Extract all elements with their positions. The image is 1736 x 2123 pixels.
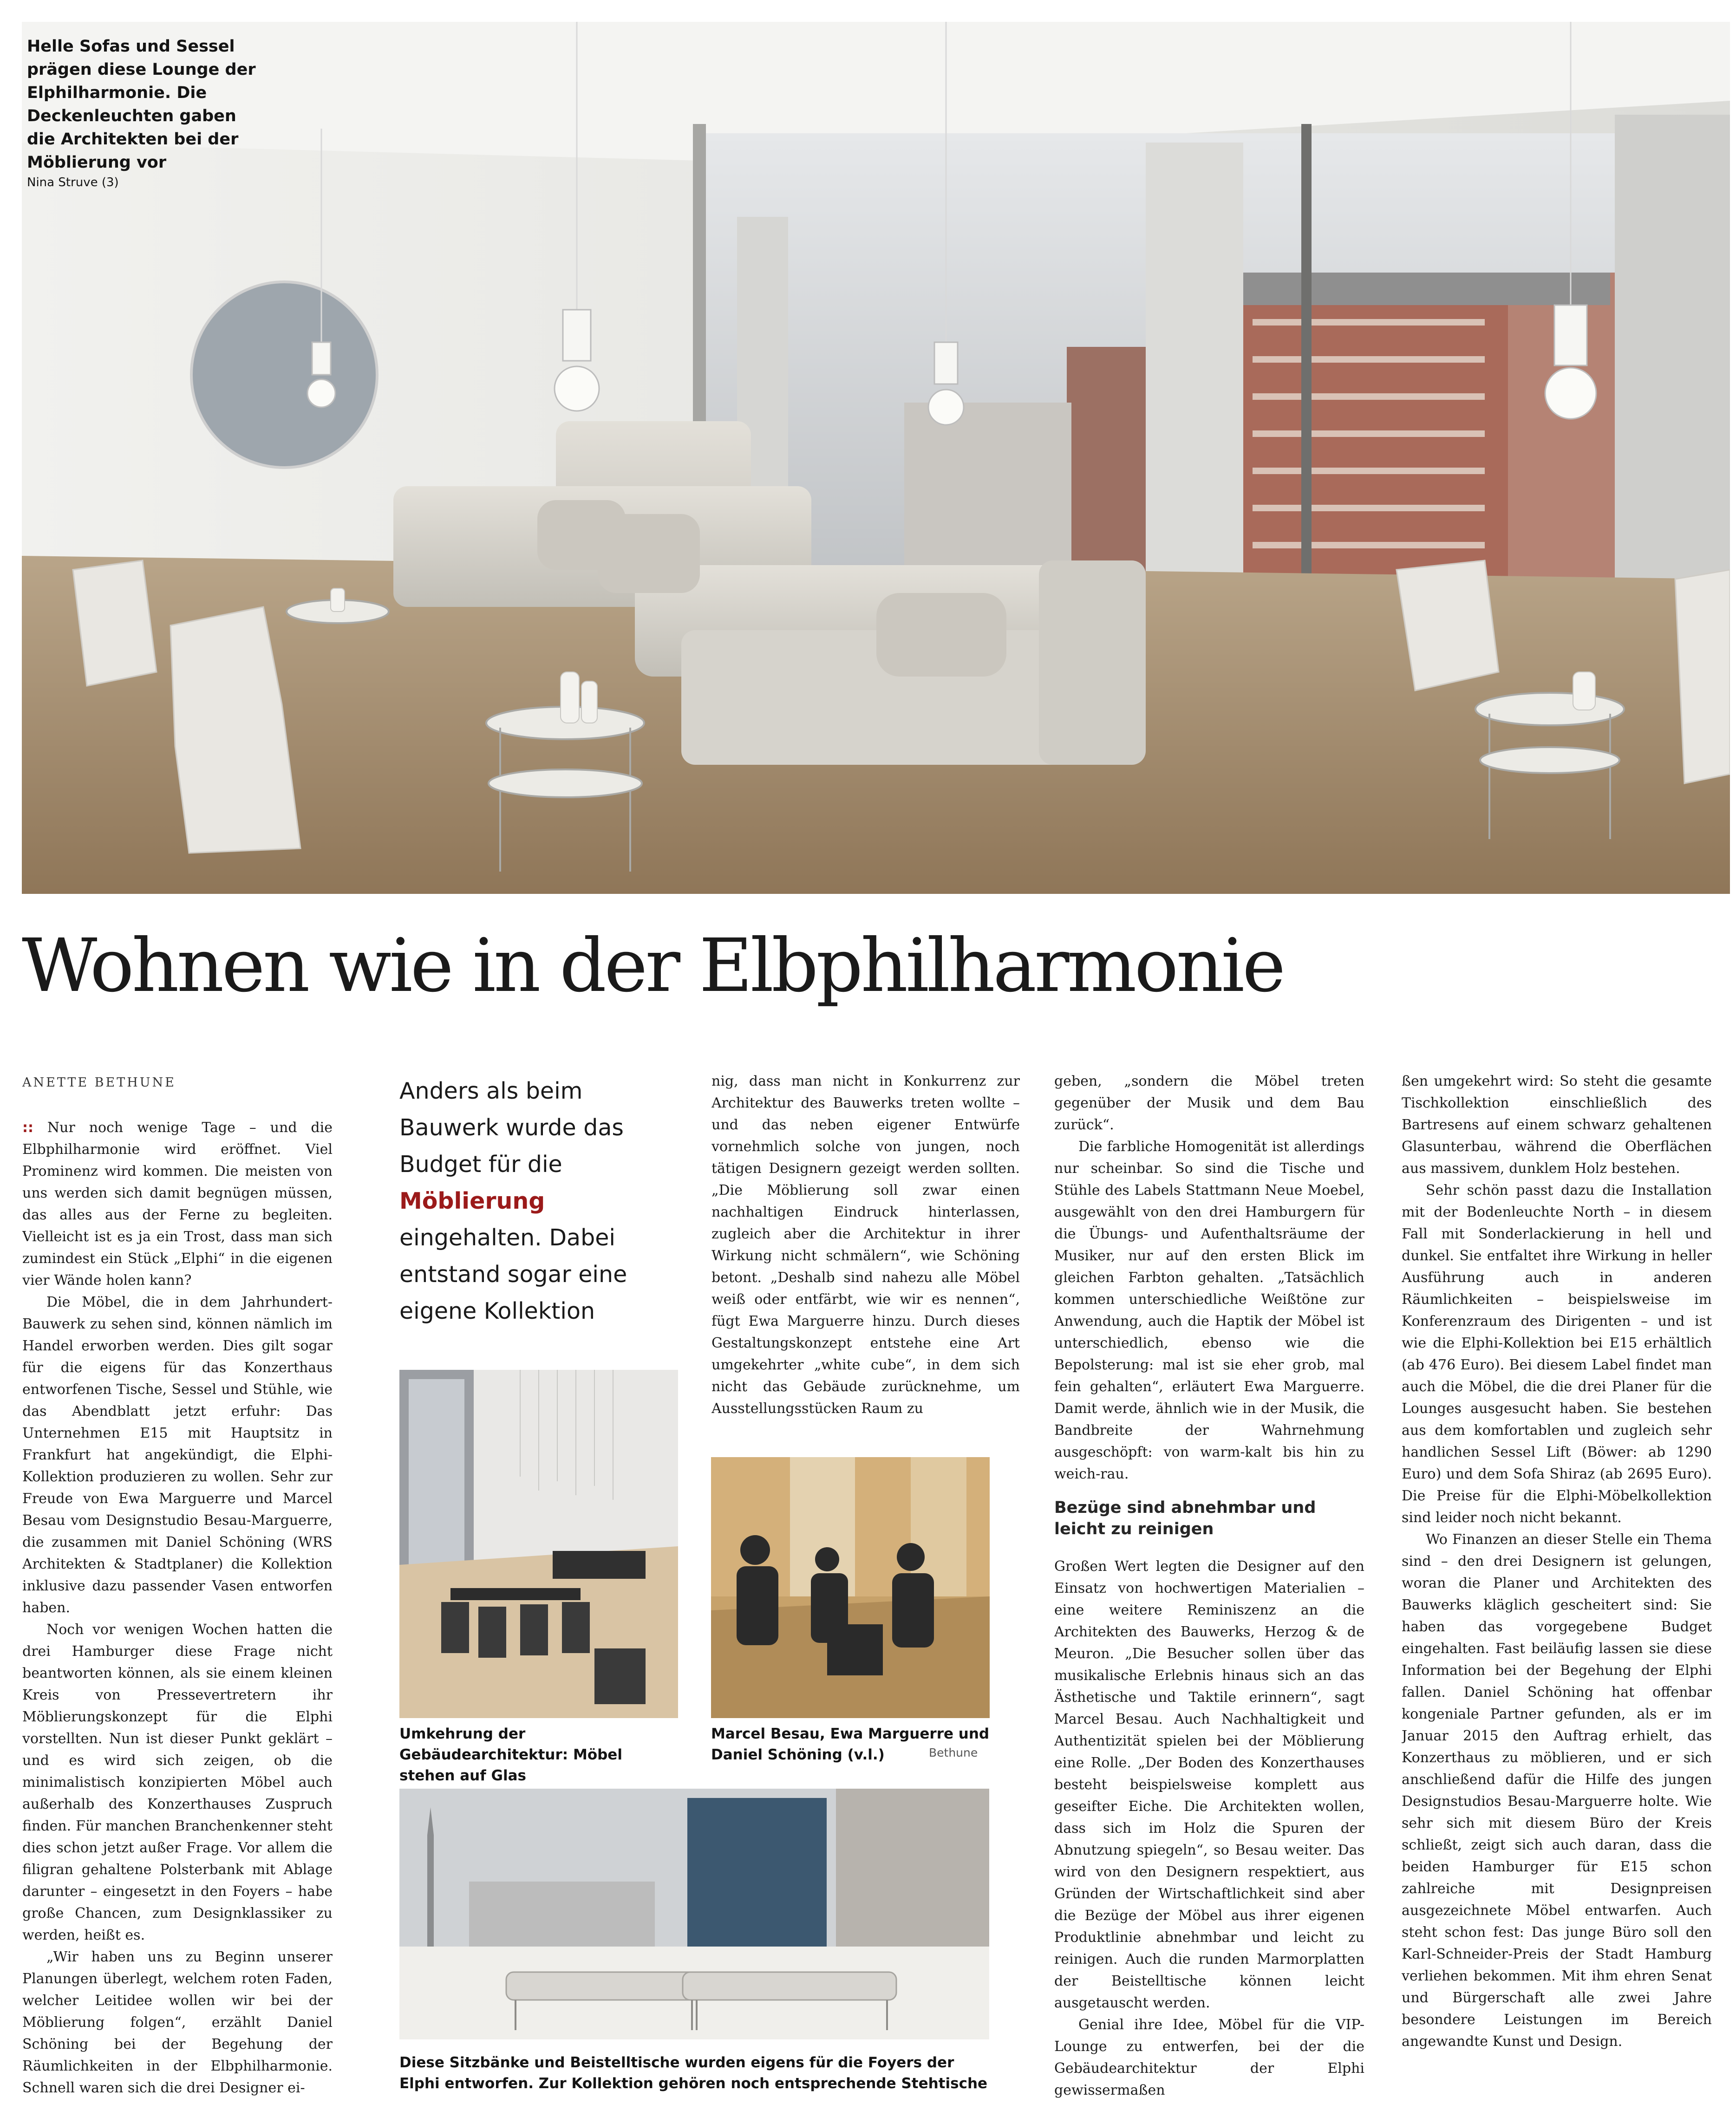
benches-illustration [399, 1789, 989, 2039]
teaser-accent: Möblierung [399, 1188, 545, 1214]
lounge-scene-illustration [22, 22, 1730, 894]
teaser-before: Anders als beim Bauwerk wurde das Budget für die [399, 1078, 624, 1178]
article-column-1 [22, 1117, 333, 2115]
paragraph-marker: :: [22, 1120, 33, 1136]
designers-photo [711, 1457, 990, 1718]
paragraph: Die Möbel, die in dem Jahrhundert-Bauwerk zu sehen sind, können nämlich im Handel erworben werden. Dies gilt sogar für die eigens für das Konzerthaus entworfenen Tische, Sessel und Stühle, wie das Abendblatt jetzt erfuhr: Das Unternehmen E15 mit Hauptsitz in Frankfurt hat angekündigt, die Elphi-Kollektion produzieren zu wollen. Sehr zur Freude von Ewa Marguerre und Marcel Besau vom Designstudio Besau-Marguerre, die zusammen mit Daniel Schöning (WRS Architekten & Stadtplaner) die Kollektion inklusive dazu passender Vasen entworfen haben. [22, 1294, 333, 1616]
paragraph: Noch vor wenigen Wochen hatten die drei Hamburger diese Frage nicht beantworten können, als sie einem kleinen Kreis von Pressevertretern ihr Möblierungskonzept für die Elphi vorstellten. Nun ist dieser Punkt geklärt – und es wird sich zeigen, ob die minimalistisch konzipierten Möbel auch außerhalb des Konzerthauses Zuspruch finden. Für manchen Branchenkenner steht dies schon jetzt außer Frage. Vor allem die filigran gehaltene Polsterbank mit Ablage darunter – eingesetzt in den Foyers – habe große Chancen, zum Designklassiker zu werden, heißt es. [22, 1622, 333, 1943]
paragraph: „Wir haben uns zu Beginn unserer Planungen überlegt, welchem roten Faden, welcher Leitidee wollen wir bei der Möblierung folgen“, erzählt Daniel Schöning bei der Begehung der Räumlichkeiten in der Elbphilharmonie. Schnell waren sich die drei Designer ei- [22, 1949, 333, 2096]
hero-caption-text: Helle Sofas und Sessel prägen diese Lounge der Elphilharmonie. Die Deckenleuchten gaben die Architekten bei der Möblierung vor [27, 37, 256, 172]
paragraph: ßen umgekehrt wird: So steht die gesamte Tischkollektion einschließlich des Bartresens auf einem schwarz gehaltenen Glasunterbau, während die Oberflächen aus massivem, dunklem Holz bestehen. [1402, 1073, 1712, 1177]
author-byline: ANETTE BETHUNE [22, 1075, 176, 1090]
article-column-5 [1402, 1070, 1712, 2115]
article-column-4 [1054, 1070, 1364, 2115]
designers-illustration [711, 1457, 990, 1718]
foyer-illustration [399, 1370, 678, 1718]
foyer-caption: Umkehrung der Gebäudearchitektur: Möbel stehen auf Glas [399, 1726, 622, 1784]
paragraph-intro-text: Nur noch wenige Tage – und die Elbphilharmonie wird eröffnet. Viel Prominenz wird kommen. Die meisten von uns werden sich damit begnügen müssen, das alles aus der Ferne zu begleiten. Vielleicht ist es ja ein Trost, dass man sich zumindest ein Stück „Elphi“ in die eigenen vier Wände holen kann? [22, 1120, 333, 1289]
benches-caption: Diese Sitzbänke und Beistelltische wurden eigens für die Foyers der Elphi entworfen. Zur Kollektion gehören noch entsprechende Stehtische [399, 2054, 988, 2092]
subheading: Bezüge sind abnehmbar und leicht zu reinigen [1054, 1498, 1316, 1538]
paragraph-intro [22, 1117, 333, 1291]
hero-caption [27, 35, 268, 191]
paragraph: geben, „sondern die Möbel treten gegenüber der Musik und dem Bau zurück“. [1054, 1073, 1364, 1133]
designers-caption: Marcel Besau, Ewa Marguerre und Daniel Schöning (v.l.) [711, 1726, 990, 1763]
article-column-3 [711, 1070, 1020, 1423]
teaser-text [399, 1073, 659, 1329]
foyer-photo [399, 1370, 678, 1718]
article-headline: Wohnen wie in der Elbphilharmonie [22, 923, 1284, 1009]
hero-photo-credit: Nina Struve (3) [27, 176, 119, 189]
paragraph: nig, dass man nicht in Konkurrenz zur Architektur des Bauwerks treten wollte – und das neben eigener Entwürfe vornehmlich solche von jungen, noch tätigen Designern gezeigt werden sollten. „Die Möblierung soll zwar einen nachhaltigen Eindruck hinterlassen, zugleich aber die Architektur in ihrer Wirkung nicht schmälern“, wie Schöning betont. „Deshalb sind nahezu alle Möbel weiß oder entfärbt, wie wir es nennen“, fügt Ewa Marguerre hinzu. Durch dieses Gestaltungskonzept entstehe eine Art umgekehrter „white cube“, in dem sich nicht das Gebäude zurücknehme, um Ausstellungsstücken Raum zu [711, 1073, 1020, 1417]
paragraph: Wo Finanzen an dieser Stelle ein Thema sind – den drei Designern ist gelungen, woran die Planer und Architekten des Bauwerks kläglich gescheitert sind: Sie haben das vorgegebene Budget eingehalten. Fast beiläufig lassen sie diese Information bei der Begehung der Elphi fallen. Daniel Schöning hat offenbar kongeniale Partner gefunden, als er im Januar 2015 den Auftrag erhielt, das Konzerthaus zu möblieren, und er sich anschließend dafür die Hilfe des jungen Designstudios Besau-Marguerre holte. Wie sehr sich mit diesem Büro der Kreis schließt, zeigt sich auch daran, dass die beiden Hamburger für E15 schon zahlreiche mit Designpreisen ausgezeichnete Möbel entwarfen. Auch steht schon fest: Das junge Büro soll den Karl-Schneider-Preis der Stadt Hamburg verliehen bekommen. Mit ihm ehren Senat und Bürgerschaft alle zwei Jahre besondere Leistungen im Bereich angewandte Kunst und Design. [1402, 1531, 1712, 2050]
paragraph: Genial ihre Idee, Möbel für die VIP-Lounge zu entwerfen, bei der die Gebäudearchitektur der Elphi gewissermaßen [1054, 2017, 1364, 2098]
hero-photo [22, 22, 1730, 894]
benches-photo [399, 1789, 989, 2039]
designers-photo-credit: Bethune [929, 1746, 978, 1759]
teaser-after: eingehalten. Dabei entstand sogar eine eigene Kollektion [399, 1224, 627, 1324]
paragraph: Sehr schön passt dazu die Installation mit der Bodenleuchte North – in diesem Fall mit Sonderlackierung in hell und dunkel. Sie entfaltet ihre Wirkung in heller Ausführung auch in anderen Räumlichkeiten – beispielsweise im Konferenzraum des Dirigenten – und ist wie die Elphi-Kollektion bei E15 erhältlich (ab 476 Euro). Bei diesem Label findet man auch die Möbel, die die drei Planer für die Lounges ausgesucht haben. Sie bestehen aus dem komfortablen und zugleich sehr handlichen Sessel Lift (Böwer: ab 1290 Euro) und dem Sofa Shiraz (ab 2695 Euro). Die Preise für die Elphi-Möbelkollektion sind leider noch nicht bekannt. [1402, 1182, 1712, 1526]
paragraph: Die farbliche Homogenität ist allerdings nur scheinbar. So sind die Tische und Stühle des Labels Stattmann Neue Moebel, ausgewählt von den drei Hamburgern für die Übungs- und Aufenthaltsräume der Musiker, nur auf den ersten Blick im gleichen Farbton gehalten. „Tatsächlich kommen unterschiedliche Weißtöne zur Anwendung, auch die Haptik der Möbel ist unterschiedlich, ebenso wie die Bepolsterung: mal ist sie eher grob, mal fein gehalten“, erläutert Ewa Marguerre. Damit werde, ähnlich wie in der Musik, die Bandbreite der Wahrnehmung ausgeschöpft: von warm-kalt bis hin zu weich-rau. [1054, 1139, 1364, 1482]
paragraph: Großen Wert legten die Designer auf den Einsatz von hochwertigen Materialien – eine weitere Reminiszenz an die Architekten des Bauwerks, Herzog & de Meuron. „Die Besucher sollen über das musikalische Erlebnis hinaus sich an das Ästhetische und Taktile erinnern“, sagt Marcel Besau. Auch Nachhaltigkeit und Authentizität spielen bei der Möblierung eine Rolle. „Der Boden des Konzerthauses besteht beispielsweise komplett aus geseifter Eiche. Die Architekten wollen, dass sich im Holz die Spuren der Abnutzung spiegeln“, so Besau weiter. Das wird von den Designern respektiert, aus Gründen der Wirtschaftlichkeit sind aber die Bezüge der Möbel aus ihrer eigenen Produktlinie abnehmbar und leicht zu reinigen. Auch die runden Marmorplatten der Beistelltische können leicht ausgetauscht werden. [1054, 1558, 1364, 2011]
